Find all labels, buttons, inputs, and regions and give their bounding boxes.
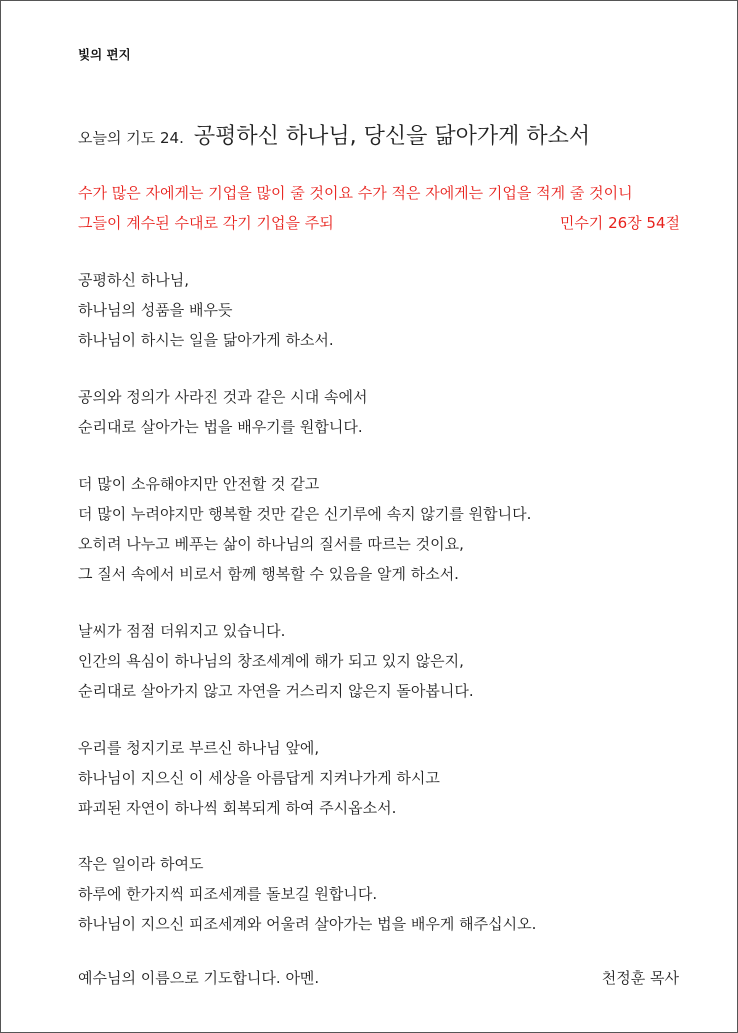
stanza-4-line-1: 날씨가 점점 더워지고 있습니다. xyxy=(78,622,286,640)
verse-reference: 민수기 26장 54절 xyxy=(559,214,680,232)
stanza-2-line-1: 공의와 정의가 사라진 것과 같은 시대 속에서 xyxy=(78,388,368,406)
stanza-2-line-2: 순리대로 살아가는 법을 배우기를 원합니다. xyxy=(78,418,363,436)
title-main: 공평하신 하나님, 당신을 닮아가게 하소서 xyxy=(193,124,591,149)
author-signature: 천정훈 목사 xyxy=(601,969,679,987)
stanza-5-line-1: 우리를 청지기로 부르신 하나님 앞에, xyxy=(78,739,320,757)
stanza-1-line-1: 공평하신 하나님, xyxy=(78,271,189,289)
stanza-3-line-2: 더 많이 누려야지만 행복할 것만 같은 신기루에 속지 않기를 원합니다. xyxy=(78,505,532,523)
stanza-6-line-1: 작은 일이라 하여도 xyxy=(78,855,204,873)
verse-line-2-text: 그들이 계수된 수대로 각기 기업을 주되 xyxy=(78,214,334,232)
stanza-5-line-2: 하나님이 지으신 이 세상을 아름답게 지켜나가게 하시고 xyxy=(78,769,440,787)
closing-line: 예수님의 이름으로 기도합니다. 아멘. xyxy=(78,969,320,987)
title-prefix: 오늘의 기도 24. xyxy=(78,129,184,147)
stanza-1-line-3: 하나님이 하시는 일을 닮아가게 하소서. xyxy=(78,331,334,349)
stanza-3-line-1: 더 많이 소유해야지만 안전할 것 같고 xyxy=(78,475,320,493)
stanza-5-line-3: 파괴된 자연이 하나씩 회복되게 하여 주시옵소서. xyxy=(78,799,397,817)
stanza-6-line-3: 하나님이 지으신 피조세계와 어울려 살아가는 법을 배우게 해주십시오. xyxy=(78,915,537,933)
stanza-3-line-3: 오히려 나누고 베푸는 삶이 하나님의 질서를 따르는 것이요, xyxy=(78,535,464,553)
stanza-4-line-3: 순리대로 살아가지 않고 자연을 거스리지 않은지 돌아봅니다. xyxy=(78,682,474,700)
stanza-4-line-2: 인간의 욕심이 하나님의 창조세계에 해가 되고 있지 않은지, xyxy=(78,652,464,670)
stanza-3-line-4: 그 질서 속에서 비로서 함께 행복할 수 있음을 알게 하소서. xyxy=(78,565,459,583)
stanza-6-line-2: 하루에 한가지씩 피조세계를 돌보길 원합니다. xyxy=(78,885,378,903)
stanza-1-line-2: 하나님의 성품을 배우듯 xyxy=(78,301,233,319)
series-label: 빛의 편지 xyxy=(78,47,131,62)
verse-line-2 xyxy=(78,212,680,233)
verse-line-1: 수가 많은 자에게는 기업을 많이 줄 것이요 수가 적은 자에게는 기업을 적게 줄 것이니 xyxy=(78,184,633,202)
prayer-title xyxy=(78,119,590,150)
